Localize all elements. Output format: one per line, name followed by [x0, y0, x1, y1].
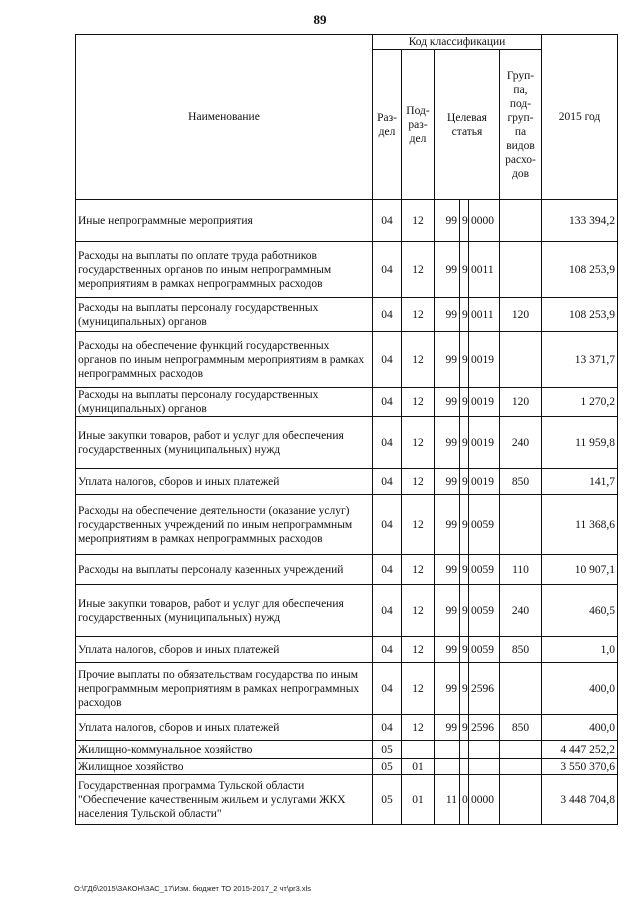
row-name: Расходы на обеспечение функций государственных органов по иным непрограммным мероприятиям в рамках непрограммных расходов [76, 332, 373, 388]
row-subsection: 01 [402, 759, 435, 775]
column-header-group: Груп- па, под- груп- па видов расхо- дов [500, 50, 542, 200]
row-target-direction: 0059 [469, 495, 500, 555]
row-subsection: 12 [402, 469, 435, 495]
row-subsection: 12 [402, 663, 435, 715]
row-target-program: 99 [435, 663, 460, 715]
table-row [76, 298, 618, 332]
row-subsection: 12 [402, 555, 435, 585]
row-target-program: 99 [435, 715, 460, 741]
row-subsection: 12 [402, 332, 435, 388]
row-target-subprogram: 0 [460, 775, 469, 825]
row-name: Уплата налогов, сборов и иных платежей [76, 715, 373, 741]
row-name: Расходы на выплаты по оплате труда работников государственных органов по иным непрограммным мероприятиям в рамках непрограммных расходов [76, 242, 373, 298]
row-section: 04 [373, 495, 402, 555]
row-section: 05 [373, 741, 402, 759]
row-group: 240 [500, 585, 542, 637]
row-amount: 141,7 [542, 469, 618, 495]
row-section: 04 [373, 388, 402, 417]
table-row [76, 417, 618, 469]
table-row [76, 388, 618, 417]
row-target-direction [469, 759, 500, 775]
row-group: 850 [500, 469, 542, 495]
row-subsection: 12 [402, 715, 435, 741]
table-row [76, 775, 618, 825]
row-amount: 10 907,1 [542, 555, 618, 585]
row-amount: 400,0 [542, 663, 618, 715]
column-header-section: Раз- дел [373, 50, 402, 200]
row-amount: 3 448 704,8 [542, 775, 618, 825]
row-target-direction [469, 741, 500, 759]
row-target-subprogram: 9 [460, 332, 469, 388]
row-group [500, 242, 542, 298]
row-target-direction: 0059 [469, 637, 500, 663]
table-row [76, 555, 618, 585]
row-amount: 11 959,8 [542, 417, 618, 469]
row-subsection: 12 [402, 637, 435, 663]
row-target-direction: 0011 [469, 298, 500, 332]
row-target-program: 99 [435, 417, 460, 469]
row-amount: 133 394,2 [542, 200, 618, 242]
row-group [500, 741, 542, 759]
row-target-subprogram: 9 [460, 469, 469, 495]
row-target-direction: 0000 [469, 200, 500, 242]
row-target-subprogram: 9 [460, 663, 469, 715]
row-target-subprogram: 9 [460, 555, 469, 585]
row-target-direction: 0000 [469, 775, 500, 825]
row-target-direction: 0011 [469, 242, 500, 298]
row-section: 04 [373, 417, 402, 469]
row-target-program: 11 [435, 775, 460, 825]
row-amount: 108 253,9 [542, 298, 618, 332]
row-section: 04 [373, 200, 402, 242]
column-header-subsection: Под- раз- дел [402, 50, 435, 200]
row-target-subprogram: 9 [460, 200, 469, 242]
row-target-program: 99 [435, 469, 460, 495]
row-group: 110 [500, 555, 542, 585]
row-target-subprogram: 9 [460, 495, 469, 555]
row-name: Жилищно-коммунальное хозяйство [76, 741, 373, 759]
row-target-direction: 0019 [469, 469, 500, 495]
row-subsection: 12 [402, 242, 435, 298]
row-subsection: 12 [402, 388, 435, 417]
row-target-program [435, 759, 460, 775]
row-target-program: 99 [435, 585, 460, 637]
row-amount: 11 368,6 [542, 495, 618, 555]
column-header-name: Наименование [76, 35, 373, 200]
row-amount: 1,0 [542, 637, 618, 663]
column-header-year: 2015 год [542, 35, 618, 200]
column-header-code-group: Код классификации [373, 35, 542, 50]
row-target-program: 99 [435, 200, 460, 242]
row-target-subprogram: 9 [460, 242, 469, 298]
row-group: 850 [500, 637, 542, 663]
row-section: 04 [373, 555, 402, 585]
row-name: Уплата налогов, сборов и иных платежей [76, 469, 373, 495]
row-target-subprogram: 9 [460, 585, 469, 637]
row-target-program [435, 741, 460, 759]
row-name: Расходы на выплаты персоналу государственных (муниципальных) органов [76, 298, 373, 332]
row-subsection: 12 [402, 585, 435, 637]
row-section: 05 [373, 759, 402, 775]
table-row [76, 663, 618, 715]
row-target-program: 99 [435, 298, 460, 332]
row-target-subprogram: 9 [460, 388, 469, 417]
page-number: 89 [313, 12, 327, 27]
row-target-direction: 0059 [469, 555, 500, 585]
row-target-direction: 2596 [469, 715, 500, 741]
row-section: 04 [373, 298, 402, 332]
row-section: 04 [373, 715, 402, 741]
row-name: Расходы на обеспечение деятельности (оказание услуг) государственных учреждений по иным непрограммным мероприятиям в рамках непрограммных расходов [76, 495, 373, 555]
row-target-direction: 0019 [469, 417, 500, 469]
row-name: Иные непрограммные мероприятия [76, 200, 373, 242]
row-subsection: 12 [402, 200, 435, 242]
row-target-subprogram [460, 741, 469, 759]
row-target-subprogram: 9 [460, 637, 469, 663]
row-name: Расходы на выплаты персоналу казенных учреждений [76, 555, 373, 585]
row-target-program: 99 [435, 332, 460, 388]
row-section: 04 [373, 242, 402, 298]
row-section: 04 [373, 469, 402, 495]
row-target-program: 99 [435, 242, 460, 298]
table-row [76, 332, 618, 388]
row-name: Государственная программа Тульской области "Обеспечение качественным жильем и услугами ЖКХ населения Тульской области" [76, 775, 373, 825]
row-target-program: 99 [435, 555, 460, 585]
row-subsection: 01 [402, 775, 435, 825]
row-section: 04 [373, 637, 402, 663]
row-name: Иные закупки товаров, работ и услуг для обеспечения государственных (муниципальных) нужд [76, 585, 373, 637]
row-amount: 3 550 370,6 [542, 759, 618, 775]
table-row [76, 242, 618, 298]
row-section: 04 [373, 585, 402, 637]
row-group [500, 200, 542, 242]
row-name: Жилищное хозяйство [76, 759, 373, 775]
row-target-program: 99 [435, 495, 460, 555]
row-group: 850 [500, 715, 542, 741]
row-target-program: 99 [435, 388, 460, 417]
row-target-direction: 2596 [469, 663, 500, 715]
row-amount: 1 270,2 [542, 388, 618, 417]
row-group [500, 775, 542, 825]
table-row [76, 741, 618, 759]
table-row [76, 585, 618, 637]
row-target-subprogram [460, 759, 469, 775]
table-row [76, 469, 618, 495]
row-target-direction: 0059 [469, 585, 500, 637]
row-amount: 108 253,9 [542, 242, 618, 298]
row-group [500, 495, 542, 555]
row-target-subprogram: 9 [460, 298, 469, 332]
table-row [76, 200, 618, 242]
row-section: 05 [373, 775, 402, 825]
row-name: Расходы на выплаты персоналу государственных (муниципальных) органов [76, 388, 373, 417]
column-header-target: Целевая статья [435, 50, 500, 200]
row-subsection: 12 [402, 417, 435, 469]
row-name: Иные закупки товаров, работ и услуг для обеспечения государственных (муниципальных) нужд [76, 417, 373, 469]
row-group: 120 [500, 388, 542, 417]
row-subsection: 12 [402, 298, 435, 332]
row-name: Уплата налогов, сборов и иных платежей [76, 637, 373, 663]
row-group [500, 663, 542, 715]
row-group: 120 [500, 298, 542, 332]
row-name: Прочие выплаты по обязательствам государства по иным непрограммным мероприятиям в рамках непрограммных расходов [76, 663, 373, 715]
row-target-program: 99 [435, 637, 460, 663]
row-group [500, 332, 542, 388]
row-target-subprogram: 9 [460, 715, 469, 741]
budget-table [75, 34, 618, 825]
table-row [76, 637, 618, 663]
row-section: 04 [373, 663, 402, 715]
table-row [76, 759, 618, 775]
file-path-footer: O:\ГДб\2015\ЗАКОН\ЗАС_17\Изм. бюджет ТО 2015-2017_2 чт\pr3.xls [74, 884, 312, 893]
row-target-direction: 0019 [469, 332, 500, 388]
row-group: 240 [500, 417, 542, 469]
row-amount: 13 371,7 [542, 332, 618, 388]
row-section: 04 [373, 332, 402, 388]
row-group [500, 759, 542, 775]
row-amount: 4 447 252,2 [542, 741, 618, 759]
table-row [76, 495, 618, 555]
row-subsection [402, 741, 435, 759]
row-amount: 460,5 [542, 585, 618, 637]
row-target-subprogram: 9 [460, 417, 469, 469]
row-subsection: 12 [402, 495, 435, 555]
row-target-direction: 0019 [469, 388, 500, 417]
table-row [76, 715, 618, 741]
row-amount: 400,0 [542, 715, 618, 741]
